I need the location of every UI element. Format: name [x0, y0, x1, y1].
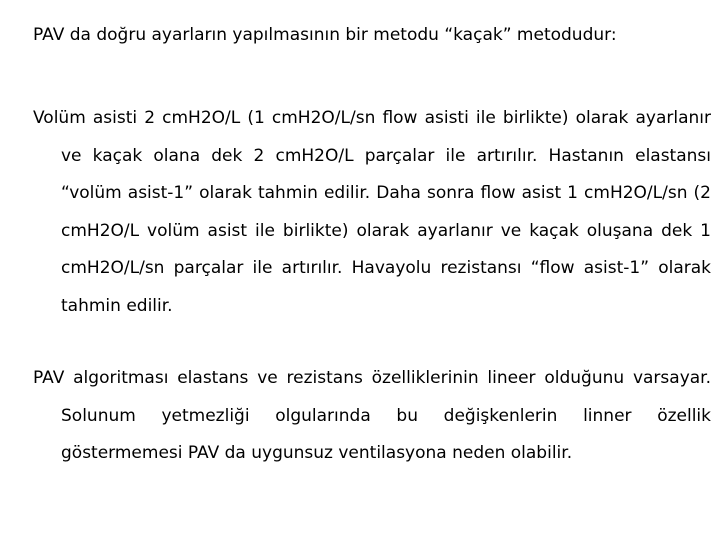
paragraph-volume-flow-assist: Volüm asisti 2 cmH2O/L (1 cmH2O/L/sn flow asisti ile birlikte) olarak ayarlanır ve kaçak olana dek 2 cmH2O/L parçalar ile artırılır. Hastanın elastansı “volüm asist-1” olarak tahmin edilir. Daha sonra flow asist 1 cmH2O/L/sn (2 cmH2O/L volüm asist ile birlikte) olarak ayarlanır ve kaçak oluşana dek 1 cmH2O/L/sn parçalar ile artırılır. Havayolu rezistansı “flow asist-1” olarak tahmin edilir.: [33, 108, 711, 316]
intro-text: PAV da doğru ayarların yapılmasının bir metodu “kaçak” metodudur:: [33, 25, 617, 45]
paragraph-pav-algorithm: PAV algoritması elastans ve rezistans özelliklerinin lineer olduğunu varsayar. Solunum yetmezliği olgularında bu değişkenlerin linner özellik göstermemesi PAV da uygunsuz ventilasyona neden olabilir.: [33, 368, 711, 463]
